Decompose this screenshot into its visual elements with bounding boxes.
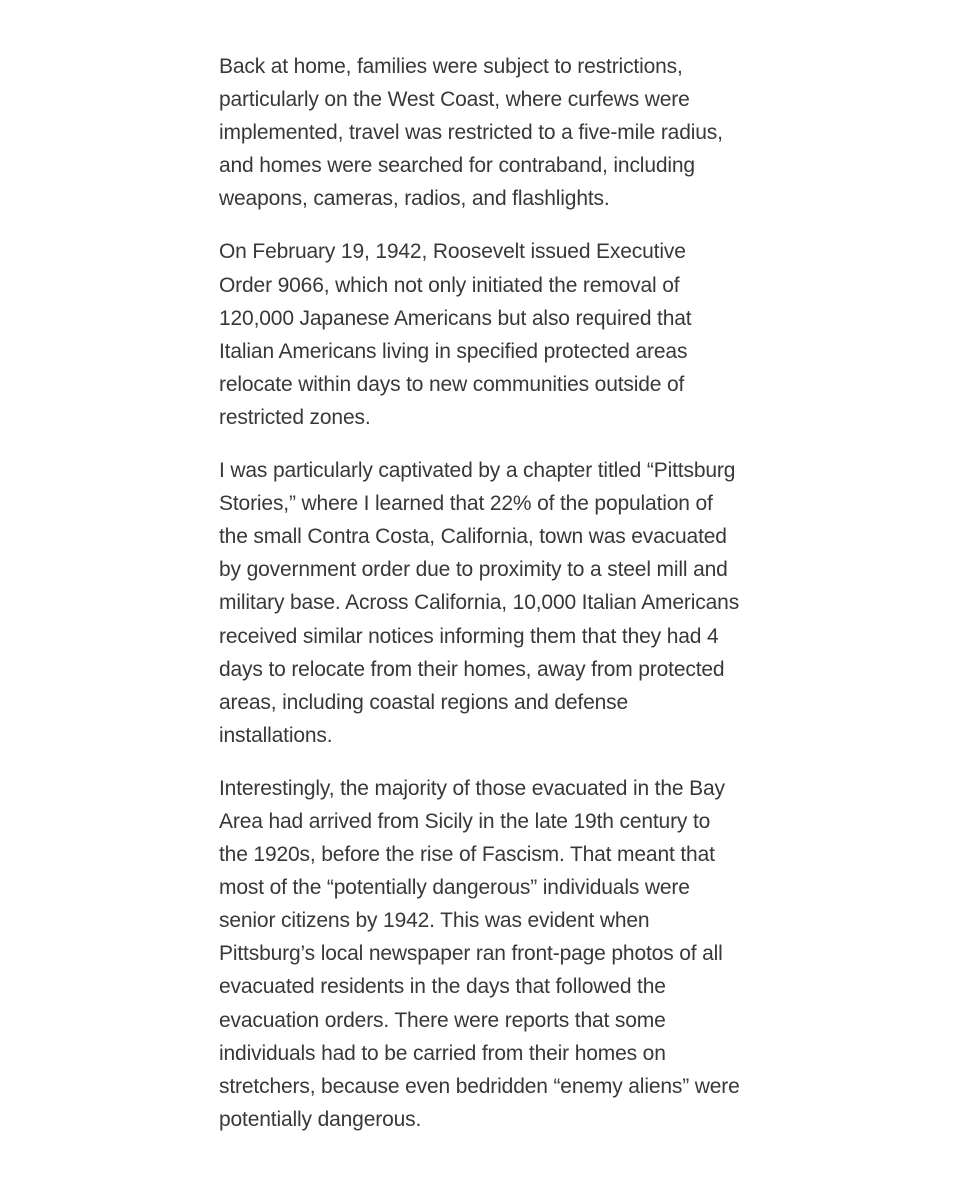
article-body — [219, 50, 744, 1136]
article-paragraph-3: I was particularly captivated by a chapter titled “Pittsburg Stories,” where I learned that 22% of the population of the small Contra Costa, California, town was evacuated by government order due to proximity to a steel mill and military base. Across California, 10,000 Italian Americans received similar notices informing them that they had 4 days to relocate from their homes, away from protected areas, including coastal regions and defense installations. — [219, 459, 740, 747]
article-paragraph-2: On February 19, 1942, Roosevelt issued Executive Order 9066, which not only initiated the removal of 120,000 Japanese Americans but also required that Italian Americans living in specified protected areas relocate within days to new communities outside of restricted zones. — [219, 240, 692, 429]
article-paragraph-1: Back at home, families were subject to restrictions, particularly on the West Coast, where curfews were implemented, travel was restricted to a five-mile radius, and homes were searched for contraband, including weapons, cameras, radios, and flashlights. — [219, 55, 723, 211]
article-paragraph-4: Interestingly, the majority of those evacuated in the Bay Area had arrived from Sicily in the late 19th century to the 1920s, before the rise of Fascism. That meant that most of the “potentially dangerous” individuals were senior citizens by 1942. This was evident when Pittsburg’s local newspaper ran front-page photos of all evacuated residents in the days that followed the evacuation orders. There were reports that some individuals had to be carried from their homes on stretchers, because even bedridden “enemy aliens” were potentially dangerous. — [219, 776, 740, 1131]
